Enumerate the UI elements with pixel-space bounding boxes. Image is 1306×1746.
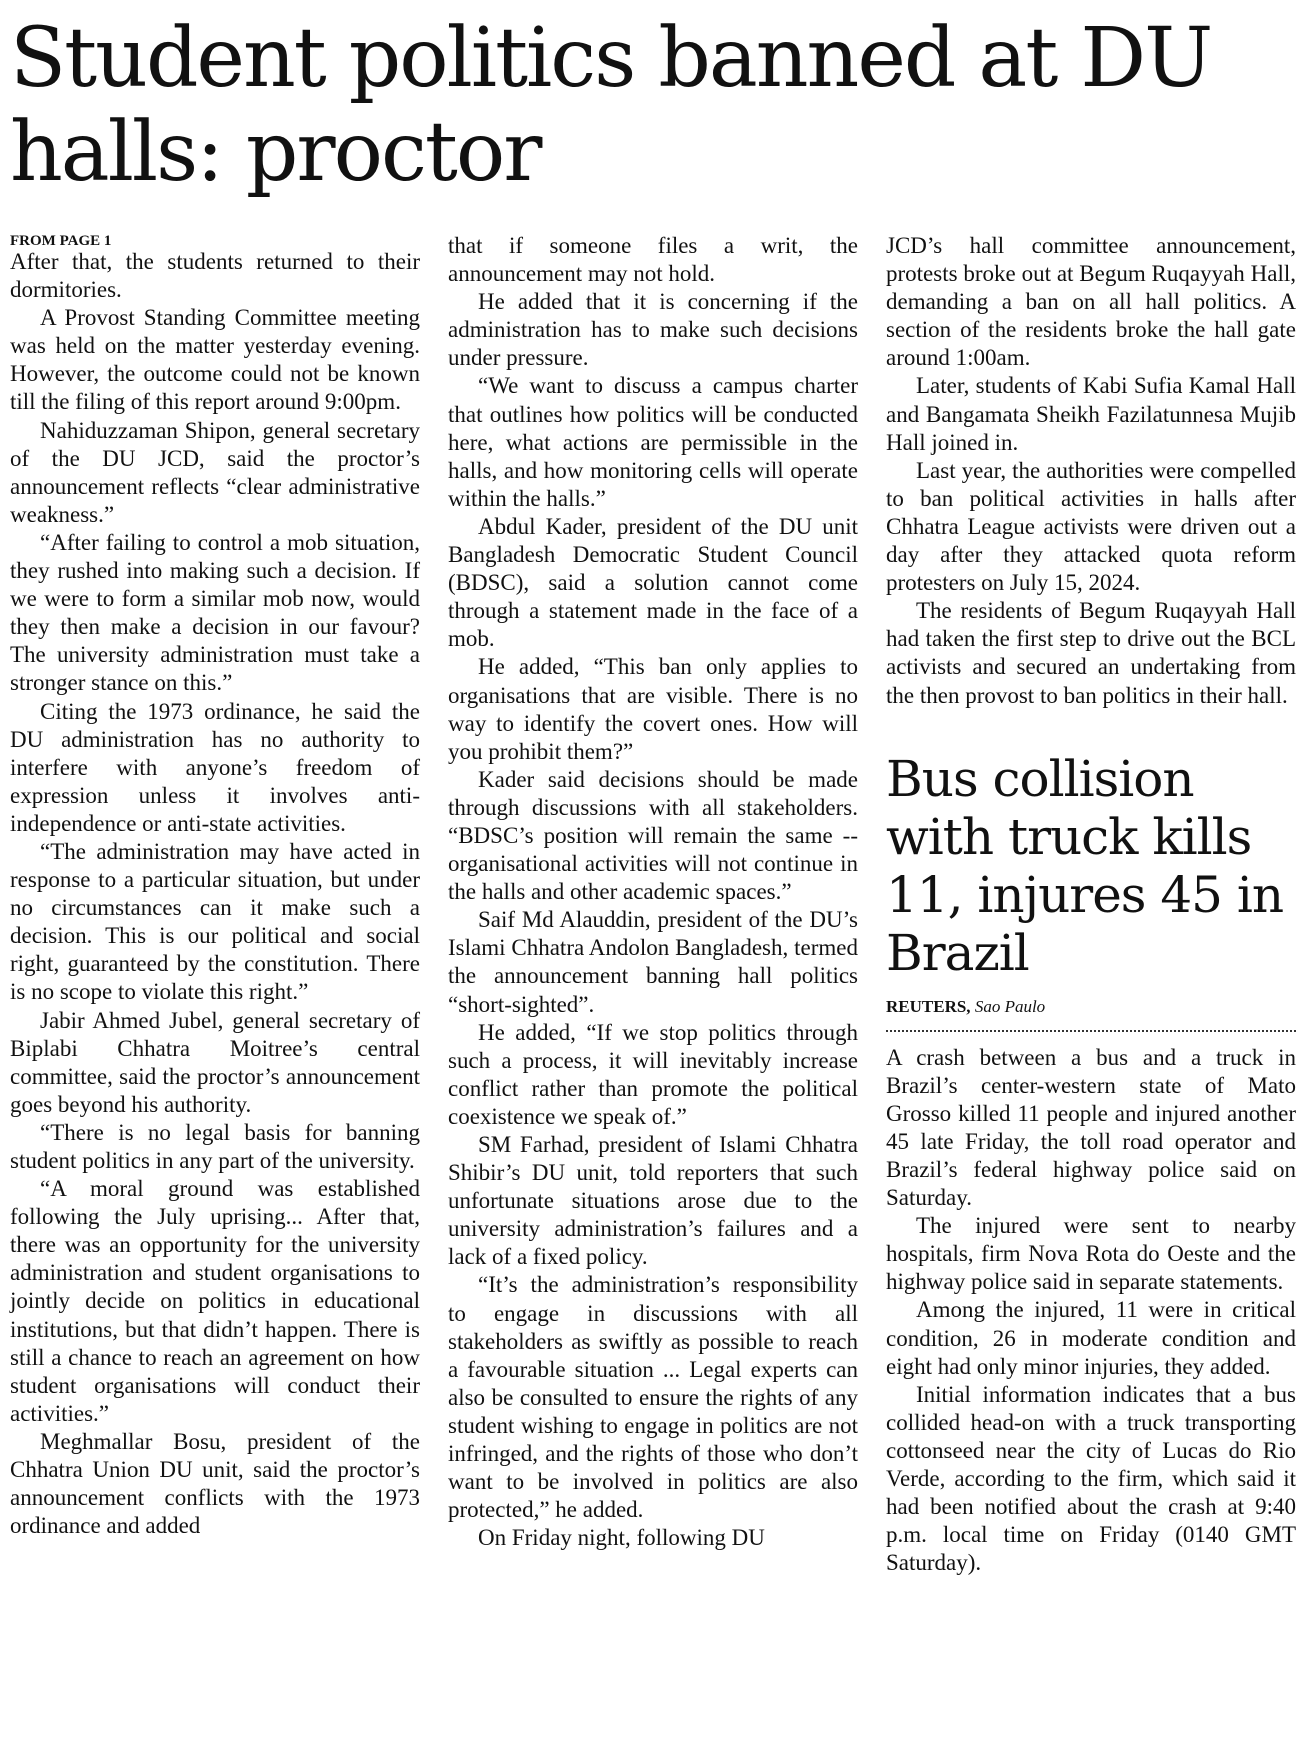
article-paragraph: He added, “If we stop politics through such a process, it will inevitably increase conflict rather than promote the political coexistence we speak of.”	[448, 1019, 858, 1129]
article-column-3	[886, 232, 1296, 1577]
article-paragraph: On Friday night, following DU	[478, 1525, 765, 1551]
brief-paragraph: Among the injured, 11 were in critical condition, 26 in moderate condition and eight had only minor injuries, they added.	[886, 1297, 1296, 1379]
article-paragraph: Meghmallar Bosu, president of the Chhatra Union DU unit, said the proctor’s announcement conflicts with the 1973 ordinance and added	[10, 1428, 420, 1539]
article-paragraph: The residents of Begum Ruqayyah Hall had taken the first step to drive out the BCL activists and secured an undertaking from the then provost to ban politics in their hall.	[886, 598, 1296, 708]
brief-paragraph: Initial information indicates that a bus collided head-on with a truck transporting cottonseed near the city of Lucas do Rio Verde, according to the firm, which said it had been notified about the crash at 9:40 p.m. local time on Friday (0140 GMT Saturday).	[886, 1381, 1296, 1576]
article-paragraph: Citing the 1973 ordinance, he said the DU administration has no authority to interfere with anyone’s freedom of expression unless it involves anti-independence or anti-state activities.	[10, 698, 420, 836]
article-paragraph: Abdul Kader, president of the DU unit Bangladesh Democratic Student Council (BDSC), said a solution cannot come through a statement made in the face of a mob.	[448, 513, 858, 652]
article-paragraph: Jabir Ahmed Jubel, general secretary of Biplabi Chhatra Moitree’s central committee, said the proctor’s announcement goes beyond his authority.	[10, 1007, 420, 1117]
article-paragraph: Last year, the authorities were compelled to ban political activities in halls after Chhatra League activists were driven out a day after they attacked quota reform protesters on July 15, 2024.	[886, 457, 1296, 596]
byline-agency: REUTERS,	[886, 996, 971, 1016]
article-paragraph: After that, the students returned to their dormitories.	[10, 249, 420, 303]
article-paragraph: SM Farhad, president of Islami Chhatra Shibir’s DU unit, told reporters that such unfortunate situations arose due to the university administration’s failures and a lack of a fixed policy.	[448, 1132, 858, 1270]
brief-headline: Bus collision with truck kills 11, injures 45 in Brazil	[886, 749, 1284, 982]
article-paragraph: JCD’s hall committee announcement, protests broke out at Begum Ruqayyah Hall, demanding a ban on all hall politics. A section of the residents broke the hall gate around 1:00am.	[886, 233, 1296, 371]
article-paragraph: “A moral ground was established following the July uprising... After that, there was an opportunity for the university administration and student organisations to jointly decide on politics in educational institutions, but that didn’t happen. There is still a chance to reach an agreement on how student organisations will conduct their activities.”	[10, 1176, 420, 1426]
article-paragraph: Nahiduzzaman Shipon, general secretary of the DU JCD, said the proctor’s announcement reflects “clear administrative weakness.”	[10, 417, 420, 527]
brief-paragraph: A crash between a bus and a truck in Brazil’s center-western state of Mato Grosso killed 11 people and injured another 45 late Friday, the toll road operator and Brazil’s federal highway police said on Saturday.	[886, 1044, 1296, 1211]
article-paragraph: “It’s the administration’s responsibility to engage in discussions with all stakeholders as swiftly as possible to reach a favourable situation ... Legal experts can also be consulted to ensure the rights of any student wishing to engage in politics are not infringed, and the rights of those who don’t want to be involved in politics are also protected,” he added.	[448, 1272, 858, 1523]
article-paragraph: He added that it is concerning if the administration has to make such decisions under pressure.	[448, 289, 858, 371]
article-paragraph: A Provost Standing Committee meeting was held on the matter yesterday evening. However, the outcome could not be known till the filing of this report around 9:00pm.	[10, 305, 420, 415]
article-paragraph: Later, students of Kabi Sufia Kamal Hall and Bangamata Sheikh Fazilatunnesa Mujib Hall joined in.	[886, 373, 1296, 455]
article-paragraph: Saif Md Alauddin, president of the DU’s Islami Chhatra Andolon Bangladesh, termed the announcement banning hall politics “short-sighted”.	[448, 907, 858, 1017]
article-paragraph: that if someone files a writ, the announcement may not hold.	[448, 233, 858, 287]
article-column-1	[10, 232, 420, 1540]
article-paragraph: “We want to discuss a campus charter that outlines how politics will be conducted here, what actions are permissible in the halls, and how monitoring cells will operate within the halls.”	[448, 373, 858, 511]
brief-paragraph: The injured were sent to nearby hospitals, firm Nova Rota do Oeste and the highway police said in separate statements.	[886, 1213, 1296, 1295]
main-headline: Student politics banned at DU halls: proctor	[10, 11, 1212, 200]
continued-from-label: FROM PAGE 1	[10, 233, 112, 249]
article-paragraph: “After failing to control a mob situation, they rushed into making such a decision. If we were to form a similar mob now, would they then make a decision in our favour? The university administration must take a stronger stance on this.”	[10, 529, 420, 696]
article-paragraph: Kader said decisions should be made through discussions with all stakeholders. “BDSC’s position will remain the same -- organisational activities will not continue in the halls and other academic spaces.”	[448, 766, 858, 905]
article-column-2	[448, 232, 858, 1552]
article-paragraph: “There is no legal basis for banning student politics in any part of the university.	[10, 1119, 420, 1173]
article-paragraph: “The administration may have acted in response to a particular situation, but under no circumstances can it make such a decision. This is our political and social right, guaranteed by the constitution. There is no scope to violate this right.”	[10, 838, 420, 1005]
brief-byline	[886, 996, 1296, 1032]
article-paragraph: He added, “This ban only applies to organisations that are visible. There is no way to identify the covert ones. How will you prohibit them?”	[448, 654, 858, 764]
byline-place: Sao Paulo	[974, 996, 1046, 1016]
